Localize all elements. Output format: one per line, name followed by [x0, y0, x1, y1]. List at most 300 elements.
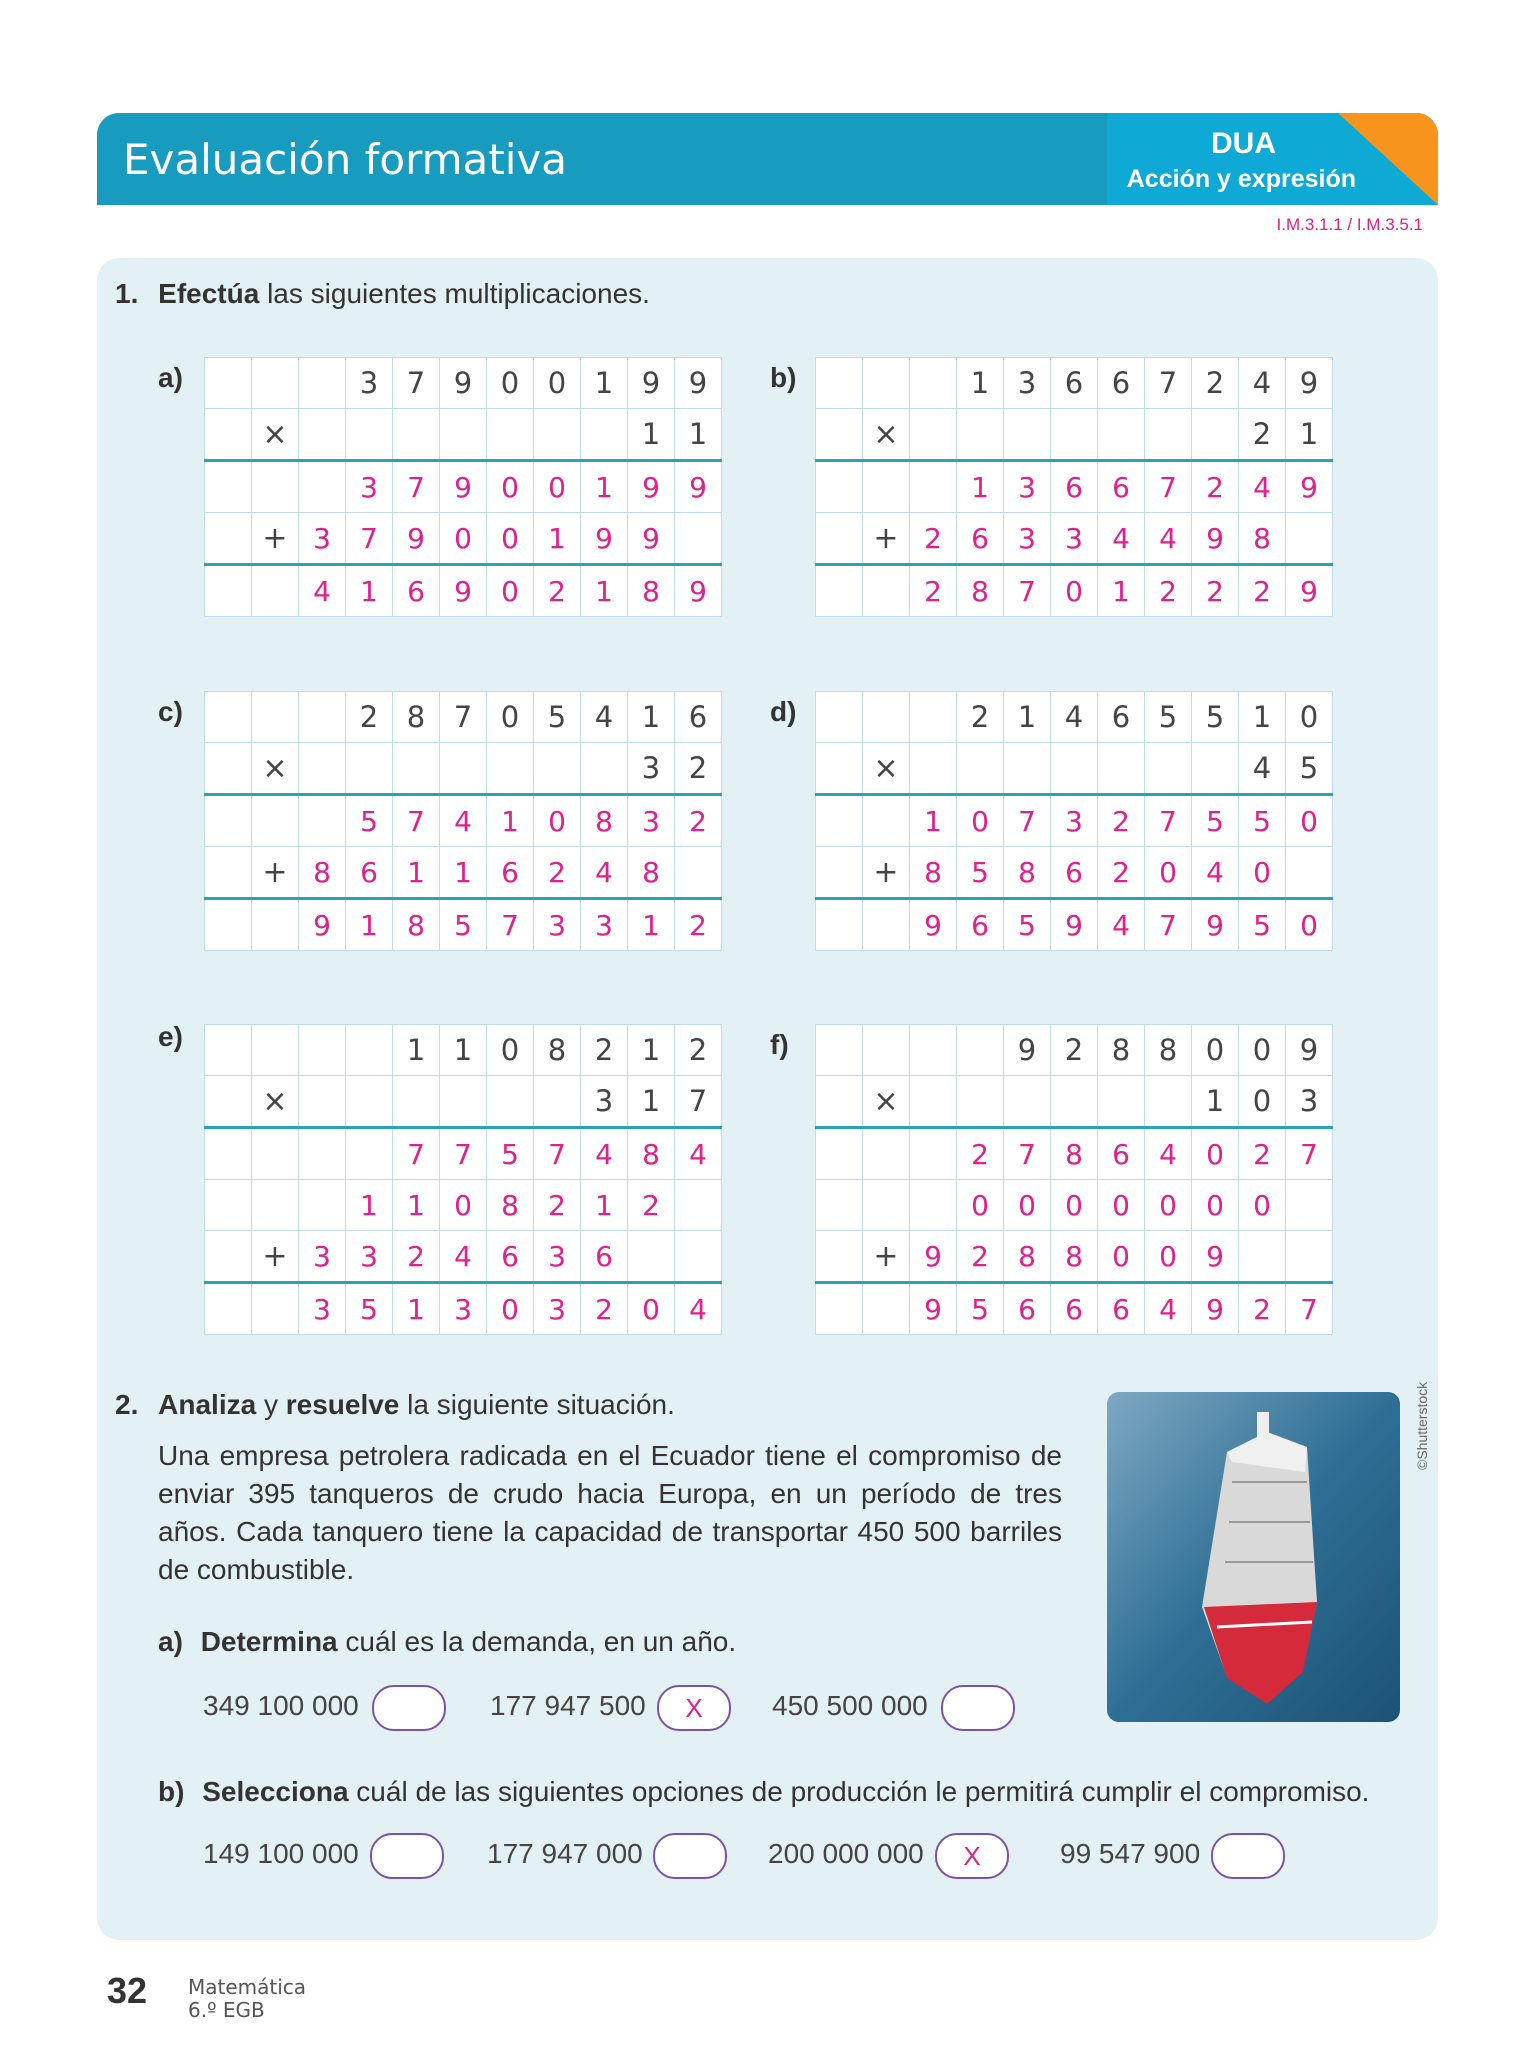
- digit-cell: 9: [628, 358, 675, 409]
- digit-cell: 8: [628, 565, 675, 617]
- exercise-label-b: b): [770, 362, 797, 393]
- digit-cell: [910, 1180, 957, 1231]
- digit-cell: 7: [346, 513, 393, 565]
- digit-cell: 1: [628, 1076, 675, 1128]
- digit-cell: 2: [1239, 1283, 1286, 1335]
- operator-cell: ×: [252, 743, 299, 795]
- digit-cell: [440, 743, 487, 795]
- answer-bubble-b-4[interactable]: [1211, 1833, 1285, 1879]
- digit-cell: 1: [346, 565, 393, 617]
- grid-row: [205, 899, 722, 951]
- digit-cell: [675, 513, 722, 565]
- digit-cell: 1: [628, 409, 675, 461]
- digit-cell: 6: [1051, 1283, 1098, 1335]
- digit-cell: 7: [1145, 358, 1192, 409]
- digit-cell: [816, 692, 863, 743]
- digit-cell: 2: [1145, 565, 1192, 617]
- digit-cell: [910, 692, 957, 743]
- digit-cell: 9: [910, 899, 957, 951]
- digit-cell: 2: [534, 1180, 581, 1231]
- digit-cell: [1286, 1231, 1333, 1283]
- digit-cell: [252, 795, 299, 847]
- digit-cell: 0: [1145, 1180, 1192, 1231]
- digit-cell: 1: [393, 1283, 440, 1335]
- digit-cell: [1098, 409, 1145, 461]
- digit-cell: [910, 358, 957, 409]
- digit-cell: [299, 1076, 346, 1128]
- digit-cell: [816, 1231, 863, 1283]
- digit-cell: [393, 1076, 440, 1128]
- operator-cell: ×: [252, 409, 299, 461]
- digit-cell: 5: [1286, 743, 1333, 795]
- digit-cell: 2: [1098, 795, 1145, 847]
- digit-cell: 6: [1004, 1283, 1051, 1335]
- digit-cell: 7: [675, 1076, 722, 1128]
- digit-cell: [863, 461, 910, 513]
- digit-cell: 0: [487, 1283, 534, 1335]
- digit-cell: [252, 1025, 299, 1076]
- indicator-codes: I.M.3.1.1 / I.M.3.5.1: [1276, 215, 1423, 234]
- digit-cell: 3: [628, 743, 675, 795]
- digit-cell: 2: [910, 513, 957, 565]
- digit-cell: 2: [675, 795, 722, 847]
- digit-cell: 0: [1145, 1231, 1192, 1283]
- grid-row: [205, 847, 722, 899]
- digit-cell: 9: [393, 513, 440, 565]
- digit-cell: 9: [1192, 513, 1239, 565]
- digit-cell: 3: [628, 795, 675, 847]
- exercise-label-e: e): [158, 1021, 183, 1052]
- grid-row: [816, 1025, 1333, 1076]
- digit-cell: [252, 358, 299, 409]
- digit-cell: 1: [628, 1025, 675, 1076]
- digit-cell: 2: [1098, 847, 1145, 899]
- digit-cell: 7: [534, 1128, 581, 1180]
- answer-bubble-b-3[interactable]: X: [935, 1833, 1009, 1879]
- digit-cell: [1192, 409, 1239, 461]
- digit-cell: 0: [1192, 1025, 1239, 1076]
- digit-cell: 0: [487, 461, 534, 513]
- digit-cell: 4: [1145, 1128, 1192, 1180]
- digit-cell: 9: [628, 513, 675, 565]
- digit-cell: [1145, 409, 1192, 461]
- digit-cell: [393, 743, 440, 795]
- grid-row: [816, 899, 1333, 951]
- digit-cell: 2: [1192, 358, 1239, 409]
- digit-cell: 0: [957, 1180, 1004, 1231]
- digit-cell: [299, 1025, 346, 1076]
- digit-cell: 7: [1286, 1283, 1333, 1335]
- digit-cell: 5: [534, 692, 581, 743]
- digit-cell: 7: [1286, 1128, 1333, 1180]
- digit-cell: 1: [957, 358, 1004, 409]
- digit-cell: 7: [393, 461, 440, 513]
- digit-cell: [581, 743, 628, 795]
- multiplication-grid-d: [815, 691, 1333, 951]
- digit-cell: 3: [299, 1231, 346, 1283]
- digit-cell: 8: [393, 899, 440, 951]
- digit-cell: 6: [487, 847, 534, 899]
- digit-cell: 7: [1145, 795, 1192, 847]
- digit-cell: 0: [1239, 1180, 1286, 1231]
- digit-cell: 2: [1192, 461, 1239, 513]
- question-number: 2.: [115, 1389, 139, 1420]
- digit-cell: 2: [346, 692, 393, 743]
- digit-cell: 1: [346, 1180, 393, 1231]
- digit-cell: 4: [1239, 358, 1286, 409]
- digit-cell: [393, 409, 440, 461]
- digit-cell: 1: [1098, 565, 1145, 617]
- digit-cell: 3: [534, 1231, 581, 1283]
- digit-cell: [910, 1128, 957, 1180]
- digit-cell: 3: [581, 1076, 628, 1128]
- digit-cell: [816, 513, 863, 565]
- digit-cell: [957, 409, 1004, 461]
- digit-cell: 6: [1098, 1128, 1145, 1180]
- digit-cell: 8: [1051, 1128, 1098, 1180]
- question-2-heading: [115, 1389, 675, 1421]
- digit-cell: 0: [1239, 1025, 1286, 1076]
- digit-cell: 7: [393, 1128, 440, 1180]
- digit-cell: 5: [1192, 795, 1239, 847]
- operator-cell: +: [863, 513, 910, 565]
- digit-cell: [205, 847, 252, 899]
- answer-bubble-b-1[interactable]: [370, 1833, 444, 1879]
- digit-cell: [252, 565, 299, 617]
- digit-cell: 0: [1286, 795, 1333, 847]
- digit-cell: 7: [1004, 565, 1051, 617]
- digit-cell: 4: [581, 1128, 628, 1180]
- digit-cell: [675, 1231, 722, 1283]
- digit-cell: [534, 1076, 581, 1128]
- digit-cell: [205, 795, 252, 847]
- digit-cell: 4: [1239, 743, 1286, 795]
- grid-row: [816, 1231, 1333, 1283]
- option-value: 149 100 000: [203, 1838, 359, 1869]
- digit-cell: 0: [1239, 847, 1286, 899]
- grid-row: [816, 461, 1333, 513]
- digit-cell: 0: [487, 565, 534, 617]
- digit-cell: [346, 409, 393, 461]
- digit-cell: 4: [1098, 513, 1145, 565]
- digit-cell: 9: [440, 358, 487, 409]
- digit-cell: [910, 743, 957, 795]
- digit-cell: 8: [534, 1025, 581, 1076]
- digit-cell: [1004, 1076, 1051, 1128]
- digit-cell: 5: [440, 899, 487, 951]
- digit-cell: 4: [1098, 899, 1145, 951]
- digit-cell: 8: [1004, 847, 1051, 899]
- grid-row: [205, 1076, 722, 1128]
- subquestion-verb: Selecciona: [202, 1776, 349, 1807]
- digit-cell: 1: [487, 795, 534, 847]
- grid-row: [205, 1128, 722, 1180]
- operator-cell: ×: [863, 1076, 910, 1128]
- digit-cell: [299, 409, 346, 461]
- digit-cell: [205, 461, 252, 513]
- exercise-label-d: d): [770, 696, 797, 727]
- digit-cell: 0: [487, 513, 534, 565]
- subquestion-label: b): [158, 1776, 185, 1807]
- digit-cell: [816, 1025, 863, 1076]
- digit-cell: 0: [1098, 1180, 1145, 1231]
- digit-cell: 0: [1286, 692, 1333, 743]
- digit-cell: [534, 409, 581, 461]
- digit-cell: 3: [299, 513, 346, 565]
- question-1-heading: [115, 278, 650, 310]
- digit-cell: [299, 743, 346, 795]
- digit-cell: 2: [628, 1180, 675, 1231]
- digit-cell: 4: [581, 692, 628, 743]
- digit-cell: 3: [1286, 1076, 1333, 1128]
- digit-cell: 7: [487, 899, 534, 951]
- option-b-3: [768, 1838, 924, 1870]
- operator-cell: ×: [863, 409, 910, 461]
- digit-cell: [299, 1128, 346, 1180]
- digit-cell: [1286, 847, 1333, 899]
- exercise-label-a: a): [158, 362, 183, 393]
- digit-cell: 0: [534, 461, 581, 513]
- digit-cell: [299, 1180, 346, 1231]
- digit-cell: [1051, 743, 1098, 795]
- footer-subject: Matemática: [188, 1975, 307, 1999]
- digit-cell: [816, 1076, 863, 1128]
- digit-cell: 4: [299, 565, 346, 617]
- digit-cell: 1: [440, 1025, 487, 1076]
- question-number: 1.: [115, 278, 139, 309]
- grid-row: [816, 1180, 1333, 1231]
- digit-cell: 0: [440, 1180, 487, 1231]
- digit-cell: [205, 565, 252, 617]
- digit-cell: [1286, 1180, 1333, 1231]
- digit-cell: 6: [581, 1231, 628, 1283]
- digit-cell: 4: [675, 1128, 722, 1180]
- digit-cell: 8: [393, 692, 440, 743]
- digit-cell: 2: [910, 565, 957, 617]
- digit-cell: 6: [1051, 847, 1098, 899]
- grid-row: [205, 692, 722, 743]
- digit-cell: 6: [1098, 1283, 1145, 1335]
- digit-cell: 3: [1051, 795, 1098, 847]
- digit-cell: 9: [1004, 1025, 1051, 1076]
- subquestion-text: cuál es la demanda, en un año.: [337, 1626, 737, 1657]
- digit-cell: 7: [440, 1128, 487, 1180]
- digit-cell: 8: [1051, 1231, 1098, 1283]
- option-value: 99 547 900: [1060, 1838, 1201, 1869]
- digit-cell: 0: [1098, 1231, 1145, 1283]
- answer-bubble-a-2[interactable]: X: [657, 1685, 731, 1731]
- digit-cell: [205, 743, 252, 795]
- digit-cell: [252, 692, 299, 743]
- digit-cell: 2: [675, 899, 722, 951]
- digit-cell: 0: [1051, 1180, 1098, 1231]
- digit-cell: 1: [393, 1025, 440, 1076]
- digit-cell: 2: [1192, 565, 1239, 617]
- digit-cell: 1: [581, 565, 628, 617]
- digit-cell: 3: [534, 1283, 581, 1335]
- digit-cell: 4: [581, 847, 628, 899]
- grid-row: [816, 1128, 1333, 1180]
- digit-cell: [252, 1283, 299, 1335]
- digit-cell: [628, 1231, 675, 1283]
- digit-cell: 1: [581, 358, 628, 409]
- oil-tanker-photo: [1107, 1392, 1400, 1722]
- digit-cell: 1: [581, 1180, 628, 1231]
- question-text: las siguientes multiplicaciones.: [259, 278, 650, 309]
- digit-cell: 2: [957, 1231, 1004, 1283]
- question-connector: y: [256, 1389, 286, 1420]
- digit-cell: [910, 409, 957, 461]
- digit-cell: 6: [346, 847, 393, 899]
- digit-cell: [957, 1025, 1004, 1076]
- digit-cell: 1: [910, 795, 957, 847]
- digit-cell: 8: [299, 847, 346, 899]
- grid-row: [816, 409, 1333, 461]
- digit-cell: [863, 1025, 910, 1076]
- digit-cell: [1145, 1076, 1192, 1128]
- digit-cell: 7: [1145, 461, 1192, 513]
- digit-cell: 1: [393, 1180, 440, 1231]
- digit-cell: [675, 1180, 722, 1231]
- digit-cell: [1098, 1076, 1145, 1128]
- digit-cell: [816, 1128, 863, 1180]
- digit-cell: [1098, 743, 1145, 795]
- grid-row: [205, 743, 722, 795]
- digit-cell: 1: [957, 461, 1004, 513]
- problem-paragraph: Una empresa petrolera radicada en el Ecuador tiene el compromiso de enviar 395 tanqueros de crudo hacia Europa, en un período de tres años. Cada tanquero tiene la capacidad de transportar 450 500 barriles de combustible.: [158, 1440, 1062, 1585]
- digit-cell: 9: [1286, 1025, 1333, 1076]
- digit-cell: [863, 1283, 910, 1335]
- digit-cell: [863, 795, 910, 847]
- digit-cell: 1: [346, 899, 393, 951]
- digit-cell: 4: [1051, 692, 1098, 743]
- digit-cell: [205, 1283, 252, 1335]
- digit-cell: 6: [957, 899, 1004, 951]
- digit-cell: 8: [1239, 513, 1286, 565]
- digit-cell: [910, 1076, 957, 1128]
- digit-cell: [205, 1076, 252, 1128]
- digit-cell: 7: [393, 358, 440, 409]
- digit-cell: 8: [1004, 1231, 1051, 1283]
- page-title: Evaluación formativa: [123, 135, 567, 184]
- photo-credit: ©Shutterstock: [1414, 1381, 1430, 1470]
- digit-cell: 7: [1004, 1128, 1051, 1180]
- digit-cell: 3: [1004, 461, 1051, 513]
- digit-cell: 7: [440, 692, 487, 743]
- digit-cell: [534, 743, 581, 795]
- grid-row: [816, 692, 1333, 743]
- grid-row: [205, 409, 722, 461]
- digit-cell: 0: [957, 795, 1004, 847]
- digit-cell: 4: [675, 1283, 722, 1335]
- digit-cell: [440, 1076, 487, 1128]
- digit-cell: 5: [1239, 795, 1286, 847]
- grid-row: [816, 795, 1333, 847]
- digit-cell: [205, 1025, 252, 1076]
- subquestion-label: a): [158, 1626, 183, 1657]
- digit-cell: 8: [1098, 1025, 1145, 1076]
- operator-cell: +: [863, 1231, 910, 1283]
- digit-cell: 3: [346, 461, 393, 513]
- grid-row: [205, 1231, 722, 1283]
- operator-cell: +: [252, 847, 299, 899]
- digit-cell: [816, 1180, 863, 1231]
- digit-cell: 7: [1004, 795, 1051, 847]
- digit-cell: [252, 461, 299, 513]
- subquestion-verb: Determina: [200, 1626, 338, 1657]
- digit-cell: [346, 1128, 393, 1180]
- multiplication-grid-f: [815, 1024, 1333, 1335]
- subquestion-a-heading: [158, 1626, 736, 1658]
- digit-cell: [299, 692, 346, 743]
- digit-cell: 3: [299, 1283, 346, 1335]
- digit-cell: [816, 461, 863, 513]
- digit-cell: [252, 899, 299, 951]
- digit-cell: 9: [1192, 1231, 1239, 1283]
- option-a-2: [490, 1690, 646, 1722]
- grid-row: [205, 795, 722, 847]
- digit-cell: [205, 899, 252, 951]
- grid-row: [816, 847, 1333, 899]
- grid-row: [816, 743, 1333, 795]
- digit-cell: [1239, 1231, 1286, 1283]
- digit-cell: 6: [1098, 692, 1145, 743]
- digit-cell: [581, 409, 628, 461]
- digit-cell: 6: [1051, 358, 1098, 409]
- digit-cell: 2: [675, 743, 722, 795]
- digit-cell: 5: [1192, 692, 1239, 743]
- page-number: 32: [107, 1970, 148, 2011]
- digit-cell: 7: [393, 795, 440, 847]
- digit-cell: [205, 513, 252, 565]
- digit-cell: 3: [581, 899, 628, 951]
- question-text: la siguiente situación.: [399, 1389, 675, 1420]
- digit-cell: [252, 1128, 299, 1180]
- digit-cell: 5: [346, 795, 393, 847]
- digit-cell: [205, 409, 252, 461]
- digit-cell: 8: [1145, 1025, 1192, 1076]
- grid-row: [816, 513, 1333, 565]
- digit-cell: 0: [440, 513, 487, 565]
- digit-cell: 0: [1192, 1180, 1239, 1231]
- digit-cell: [346, 1076, 393, 1128]
- digit-cell: [863, 899, 910, 951]
- digit-cell: 1: [440, 847, 487, 899]
- digit-cell: [205, 692, 252, 743]
- answer-bubble-b-2[interactable]: [653, 1833, 727, 1879]
- answer-bubble-a-3[interactable]: [941, 1685, 1015, 1731]
- question-verb: Efectúa: [158, 278, 260, 309]
- digit-cell: 0: [534, 358, 581, 409]
- digit-cell: [1286, 513, 1333, 565]
- grid-row: [205, 513, 722, 565]
- digit-cell: 9: [581, 513, 628, 565]
- digit-cell: 5: [1239, 899, 1286, 951]
- digit-cell: [957, 1076, 1004, 1128]
- digit-cell: 3: [346, 358, 393, 409]
- option-b-2: [487, 1838, 643, 1870]
- digit-cell: 2: [1239, 565, 1286, 617]
- digit-cell: [1145, 743, 1192, 795]
- digit-cell: 1: [628, 692, 675, 743]
- grid-row: [816, 565, 1333, 617]
- digit-cell: 0: [487, 1025, 534, 1076]
- digit-cell: 1: [1004, 692, 1051, 743]
- answer-bubble-a-1[interactable]: [372, 1685, 446, 1731]
- digit-cell: 2: [1051, 1025, 1098, 1076]
- digit-cell: [863, 1180, 910, 1231]
- option-b-4: [1060, 1838, 1200, 1870]
